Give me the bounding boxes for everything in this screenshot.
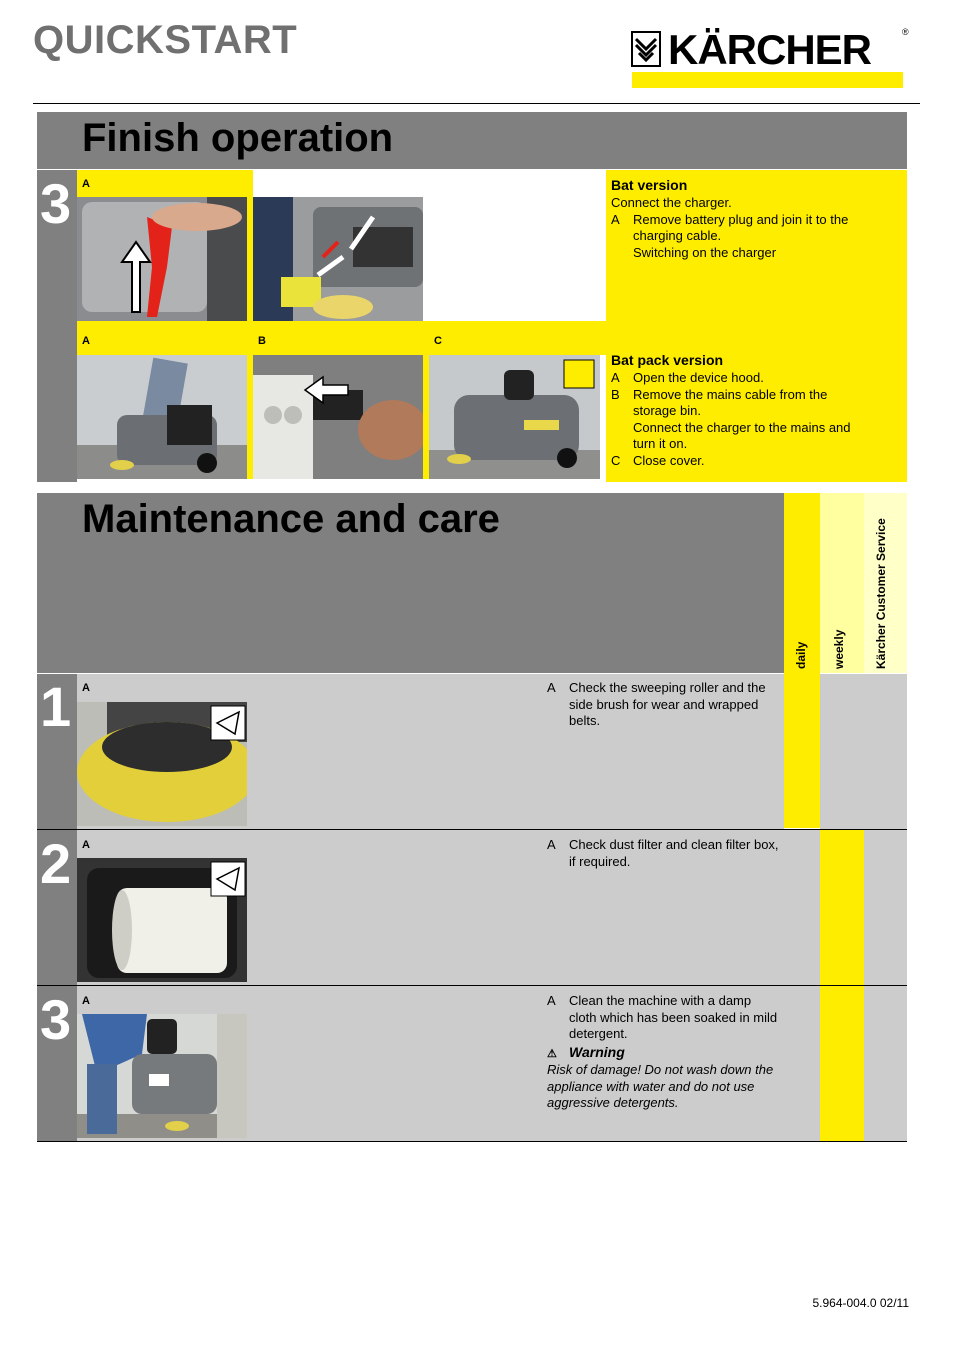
- document-code: 5.964-004.0 02/11: [812, 1296, 909, 1310]
- finish-label-a: A: [82, 335, 90, 347]
- item-key: A: [611, 370, 620, 385]
- item-text: Check dust filter and clean filter box, if required.: [569, 837, 779, 869]
- finish-blank-strip: [253, 170, 606, 197]
- bat-version-item: [611, 212, 873, 245]
- item-text: Switching on the charger: [633, 244, 777, 260]
- photo-open-hood: [77, 355, 247, 479]
- photo-cleaning-machine: [77, 1014, 247, 1138]
- service-cell-3: [864, 986, 907, 1141]
- item-key: [611, 245, 633, 262]
- photo-mains-cable: [253, 355, 423, 479]
- maint-text-1: [547, 680, 782, 730]
- item-key: A: [547, 680, 556, 695]
- photo-dust-filter: [77, 858, 247, 982]
- item-key: A: [547, 837, 556, 852]
- finish-step-number: 3: [40, 172, 72, 235]
- warning-icon: ⚠: [547, 1047, 557, 1060]
- maintenance-title: Maintenance and care: [82, 497, 500, 541]
- item-key: [611, 420, 633, 453]
- maint-label-1: A: [82, 682, 90, 694]
- logo-stripe: [632, 72, 903, 88]
- item-text: Clean the machine with a damp cloth which has been soaked in mild detergent.: [569, 993, 778, 1041]
- bat-pack-heading: Bat pack version: [611, 352, 724, 368]
- item-key: A: [547, 993, 556, 1008]
- page-title: QUICKSTART: [33, 18, 298, 62]
- maint-step-number-2: 2: [40, 832, 72, 895]
- maint-row-1-right: [820, 674, 907, 829]
- finish-label-a-top: A: [82, 178, 90, 190]
- service-label: Kärcher Customer Service: [874, 518, 888, 669]
- finish-title: Finish operation: [82, 116, 394, 160]
- item-text: Open the device hood.: [633, 370, 764, 385]
- header-rule: [33, 103, 920, 104]
- item-key: B: [611, 386, 620, 402]
- weekly-label: weekly: [832, 629, 846, 669]
- warning-title: Warning: [569, 1043, 625, 1060]
- warning-heading: [547, 1044, 782, 1063]
- item-key: C: [611, 452, 621, 468]
- service-cell-2: [864, 830, 907, 985]
- maint-step-number-3: 3: [40, 988, 72, 1051]
- finish-label-strip-2: [77, 321, 606, 355]
- bat-pack-item: [611, 453, 873, 470]
- weekly-mark-2: [820, 830, 864, 985]
- divider: [37, 1141, 907, 1142]
- maint-text-2: [547, 837, 782, 870]
- weekly-mark-3: [820, 986, 864, 1141]
- finish-label-c: C: [434, 335, 442, 347]
- item-text: Remove battery plug and join it to the charging cable.: [633, 211, 849, 243]
- warning-text: Risk of damage! Do not wash down the appliance with water and do not use aggressive detergents.: [547, 1062, 774, 1110]
- finish-label-b: B: [258, 335, 266, 347]
- item-key: A: [611, 211, 620, 227]
- photo-battery-plug: [77, 197, 247, 321]
- maint-step-number-1: 1: [40, 675, 72, 738]
- photo-charger-connection: [253, 197, 423, 321]
- maint-text-3: [547, 993, 782, 1112]
- bat-version-heading: Bat version: [611, 177, 688, 193]
- item-text: Remove the mains cable from the storage bin.: [633, 386, 828, 418]
- blank-area: [423, 197, 606, 321]
- karcher-logo-icon: [631, 31, 661, 67]
- bat-version-intro: Connect the charger.: [611, 195, 732, 210]
- maint-label-2: A: [82, 839, 90, 851]
- maint-label-3: A: [82, 995, 90, 1007]
- brand-logo-text: KÄRCHER: [668, 26, 871, 73]
- bat-pack-text: [611, 370, 873, 469]
- bat-pack-item: [611, 370, 873, 387]
- registered-mark: ®: [902, 27, 909, 37]
- finish-label-strip: [77, 170, 253, 197]
- item-text: Close cover.: [633, 452, 705, 468]
- daily-label: daily: [794, 641, 808, 669]
- photo-close-cover: [429, 355, 600, 479]
- item-text: Check the sweeping roller and the side brush for wear and wrapped belts.: [569, 680, 766, 728]
- item-text: Connect the charger to the mains and turn it on.: [633, 419, 851, 451]
- bat-pack-item: [611, 420, 873, 453]
- photo-side-brush: [77, 702, 247, 826]
- bat-version-item: [611, 245, 873, 262]
- bat-version-text: [611, 195, 873, 261]
- bat-pack-item: [611, 387, 873, 420]
